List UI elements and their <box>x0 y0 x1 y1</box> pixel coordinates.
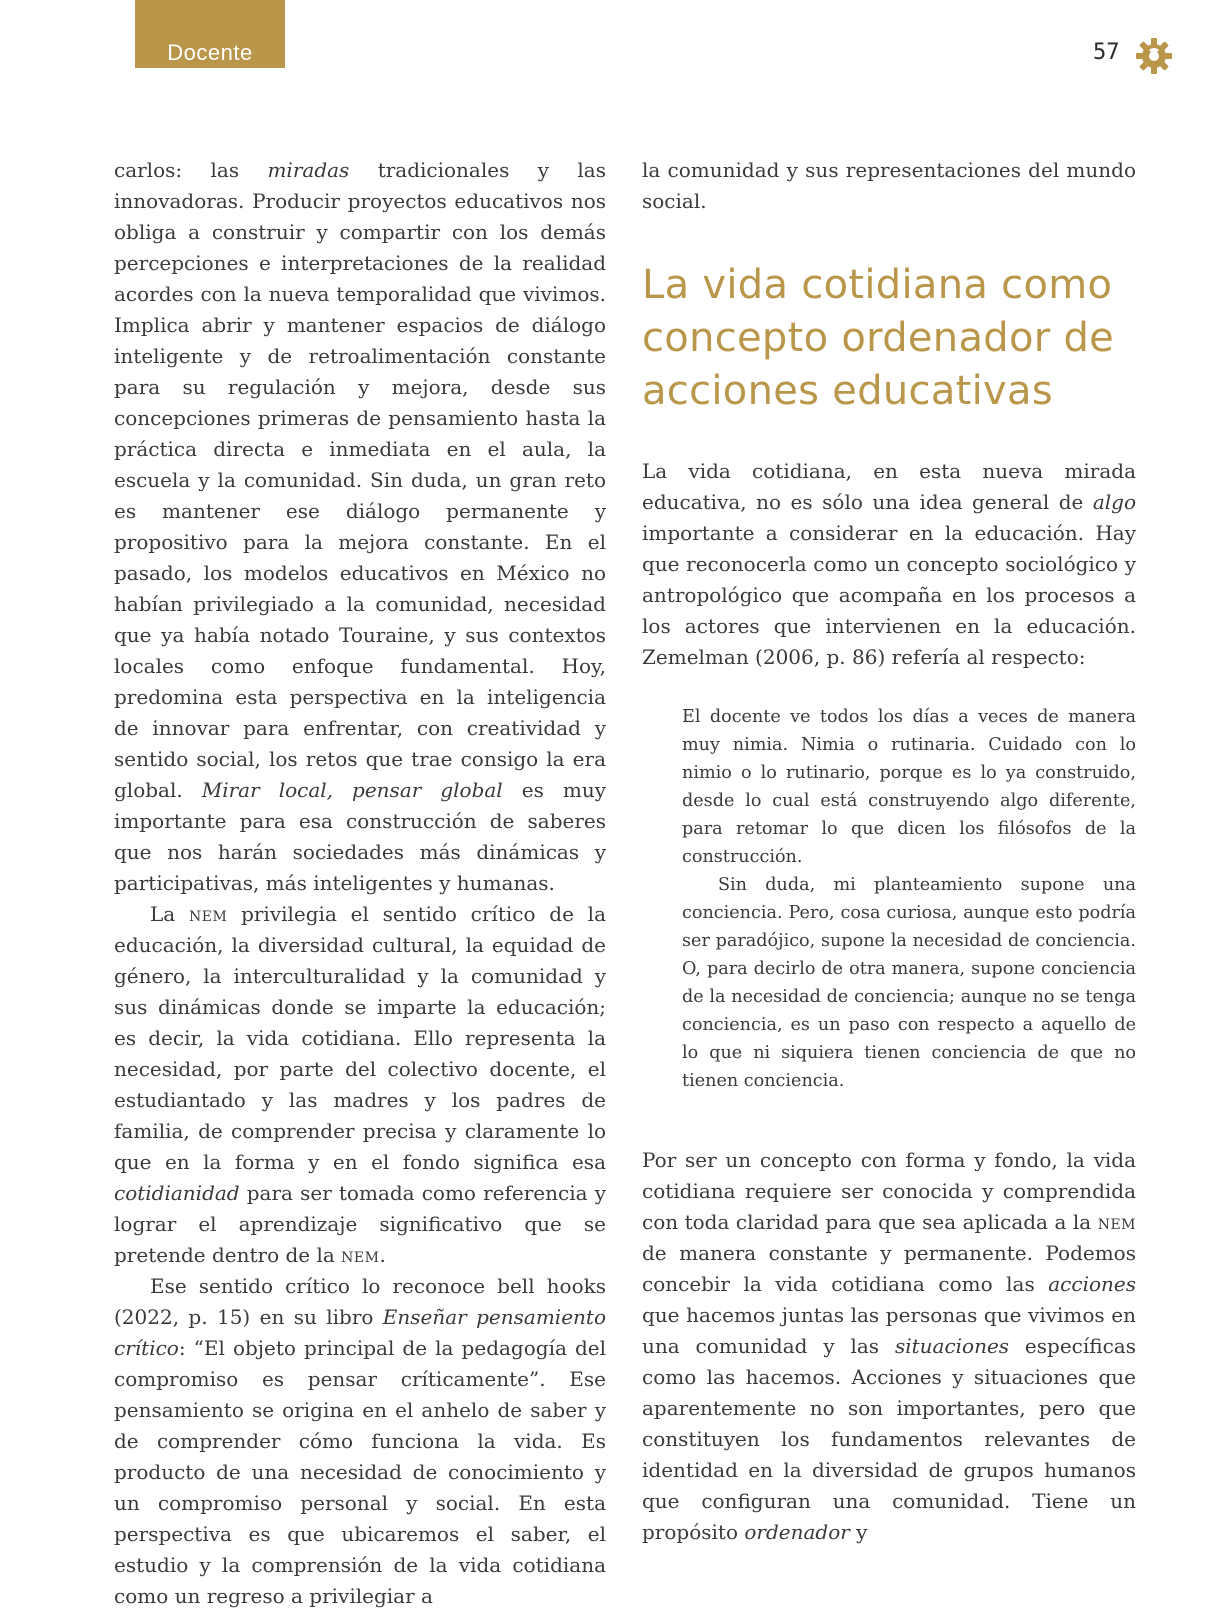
paragraph: Por ser un concepto con forma y fondo, la vida cotidiana requiere ser conocida y comprendida con toda claridad para que sea aplicada a la nem de manera constante y permanente. Podemos concebir la vida cotidiana como las acciones que hacemos juntas las personas que vivimos en una comunidad y las situaciones específicas como las hacemos. Acciones y situaciones que aparentemente no son importantes, pero que constituyen los fundamentos relevantes de identidad en la diversidad de grupos humanos que configuran una comunidad. Tiene un propósito ordenador y <box>642 1148 1136 1544</box>
right-column <box>642 155 1136 1548</box>
block-quote <box>682 703 1136 1095</box>
quote-paragraph: Sin duda, mi planteamiento supone una conciencia. Pero, cosa curiosa, aunque esto podría ser paradójico, supone la necesidad de conciencia. O, para decirlo de otra manera, supone conciencia de la necesidad de conciencia; aunque no se tenga conciencia, es un paso con respecto a aquello de lo que ni siquiera tienen conciencia de que no tienen conciencia. <box>682 875 1136 1091</box>
section-heading: La vida cotidiana como concepto ordenador de acciones educativas <box>642 262 1115 414</box>
left-column <box>114 155 606 1612</box>
page-number: 57 <box>1093 40 1120 65</box>
paragraph: La vida cotidiana, en esta nueva mirada educativa, no es sólo una idea general de algo importante a considerar en la educación. Hay que reconocerla como un concepto sociológico y antropológico que acompaña en los procesos a los actores que intervienen en la educación. Zemelman (2006, p. 86) refería al respecto: <box>642 459 1136 669</box>
paragraph: la comunidad y sus representaciones del mundo social. <box>642 158 1136 213</box>
section-tab <box>135 0 285 68</box>
quote-paragraph: El docente ve todos los días a veces de manera muy nimia. Nimia o rutinaria. Cuidado con lo nimio o lo rutinario, porque es lo ya construido, desde lo cual está construyendo algo diferente, para retomar lo que dicen los filósofos de la construcción. <box>682 707 1136 867</box>
paragraph: La nem privilegia el sentido crítico de la educación, la diversidad cultural, la equidad de género, la interculturalidad y la comunidad y sus dinámicas donde se imparte la educación; es decir, la vida cotidiana. Ello representa la necesidad, por parte del colectivo docente, el estudiantado y las madres y los padres de familia, de comprender precisa y claramente lo que en la forma y en el fondo significa esa cotidianidad para ser tomada como referencia y lograr el aprendizaje significativo que se pretende dentro de la nem. <box>114 902 606 1267</box>
paragraph: Ese sentido crítico lo reconoce bell hooks (2022, p. 15) en su libro Enseñar pensamiento crítico: “El objeto principal de la pedagogía del compromiso es pensar críticamente”. Ese pensamiento se origina en el anhelo de saber y de comprender cómo funciona la vida. Es producto de una necesidad de conocimiento y un compromiso personal y social. En esta perspectiva es que ubicaremos el saber, el estudio y la comprensión de la vida cotidiana como un regreso a privilegiar a <box>114 1274 606 1608</box>
paragraph: carlos: las miradas tradicionales y las innovadoras. Producir proyectos educativos nos obliga a construir y compartir con los demás percepciones e interpretaciones de la realidad acordes con la nueva temporalidad que vivimos. Implica abrir y mantener espacios de diálogo inteligente y de retroalimentación constante para su regulación y mejora, desde sus concepciones primeras de pensamiento hasta la práctica directa e inmediata en el aula, la escuela y la comunidad. Sin duda, un gran reto es mantener ese diálogo permanente y propositivo para la mejora constante. En el pasado, los modelos educativos en México no habían privilegiado a la comunidad, necesidad que ya había notado Touraine, y sus contextos locales como enfoque fundamental. Hoy, predomina esta perspectiva en la inteligencia de innovar para enfrentar, con creatividad y sentido social, los retos que trae consigo la era global. Mirar local, pensar global es muy importante para esa construcción de saberes que nos harán sociedades más dinámicas y participativas, más inteligentes y humanas. <box>114 158 606 895</box>
section-label: Docente <box>167 40 253 65</box>
gear-ornament-icon <box>1134 36 1174 76</box>
